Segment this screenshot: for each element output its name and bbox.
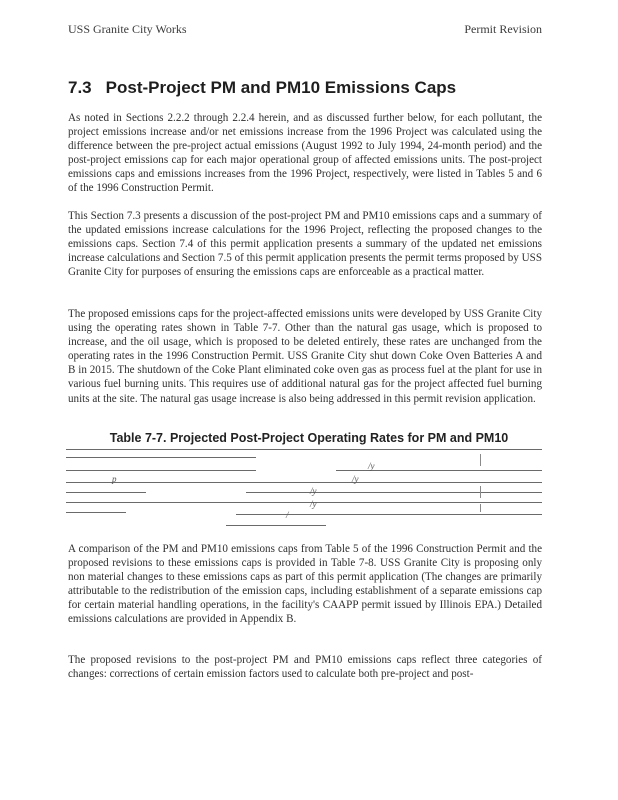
table-rule bbox=[66, 502, 542, 503]
table-column-tick bbox=[480, 486, 481, 498]
table-rule bbox=[226, 525, 326, 526]
table-cell-fragment: / bbox=[286, 510, 289, 520]
table-cell-fragment: /y bbox=[352, 474, 359, 484]
running-header-right: Permit Revision bbox=[464, 22, 542, 36]
body-paragraph: The proposed revisions to the post-project PM and PM10 emissions caps reflect three categories of changes: corrections of certain emission factors used to calculate both pre-project and post- bbox=[68, 654, 542, 681]
table-rule bbox=[236, 514, 542, 515]
body-paragraph: This Section 7.3 presents a discussion of the post-project PM and PM10 emissions caps and a summary of the updated emissions increase calculations for the 1996 Project, reflecting the proposed changes to the emissions caps. Section 7.4 of this permit application presents a summary of the updated net emissions increase calculations and Section 7.5 of this permit application presents the permit terms proposed by USS Granite City for purposes of ensuring the emissions caps are enforceable as a practical matter. bbox=[68, 210, 542, 279]
table-rule bbox=[246, 492, 542, 493]
table-rule bbox=[66, 512, 126, 513]
section-number: 7.3 bbox=[68, 78, 92, 97]
table-rule bbox=[66, 492, 146, 493]
table-rule bbox=[66, 457, 256, 458]
table-rule bbox=[66, 482, 542, 483]
operating-rates-table bbox=[66, 448, 542, 528]
section-title: Post-Project PM and PM10 Emissions Caps bbox=[105, 78, 457, 97]
table-column-tick bbox=[480, 454, 481, 466]
table-rule bbox=[66, 449, 542, 450]
table-cell-fragment: /y bbox=[310, 499, 317, 509]
body-paragraph: As noted in Sections 2.2.2 through 2.2.4 herein, and as discussed further below, for each pollutant, the project emissions increase and/or net emissions increase from the 1996 Project was calculated using the difference between the pre-project actual emissions (August 1992 to July 1994, 24-month period) and the post-project emissions cap for each major operational group of affected emissions units. The post-project emissions caps and emissions increases from the 1996 Project, respectively, were listed in Tables 5 and 6 of the 1996 Construction Permit. bbox=[68, 112, 542, 195]
table-cell-fragment: p bbox=[112, 474, 117, 484]
table-rule bbox=[336, 470, 542, 471]
body-paragraph: The proposed emissions caps for the project-affected emissions units were developed by USS Granite City using the operating rates shown in Table 7-7. Other than the natural gas usage, which is proposed to increase, and the oil usage, which is proposed to be deleted entirely, these rates are unchanged from the operating rates in the 1996 Construction Permit. USS Granite City shut down Coke Oven Batteries A and B in 2015. The shutdown of the Coke Plant eliminated coke oven gas as process fuel at the plant for use in various fuel burning units. This requires use of additional natural gas for the project affected fuel burning units at the site. The natural gas usage increase is also being addressed in this permit revision application. bbox=[68, 308, 542, 405]
section-heading bbox=[68, 78, 456, 98]
table-cell-fragment: /y bbox=[310, 486, 317, 496]
running-header-left: USS Granite City Works bbox=[68, 22, 187, 36]
table-cell-fragment: /y bbox=[368, 461, 375, 471]
table-column-tick bbox=[480, 504, 481, 512]
table-title: Table 7-7. Projected Post-Project Operating Rates for PM and PM10 bbox=[109, 431, 509, 445]
body-paragraph: A comparison of the PM and PM10 emissions caps from Table 5 of the 1996 Construction Permit and the proposed revisions to these emissions caps is provided in Table 7-8. USS Granite City is proposing only non material changes to these emissions caps as part of this permit application (The changes are primarily attributable to the redistribution of the emission caps, including establishment of a separate emissions cap for certain material handling operations, in the facility's CAAPP permit issued by Illinois EPA.) Detailed emissions calculations are provided in Appendix B. bbox=[68, 543, 542, 626]
table-rule bbox=[66, 470, 256, 471]
